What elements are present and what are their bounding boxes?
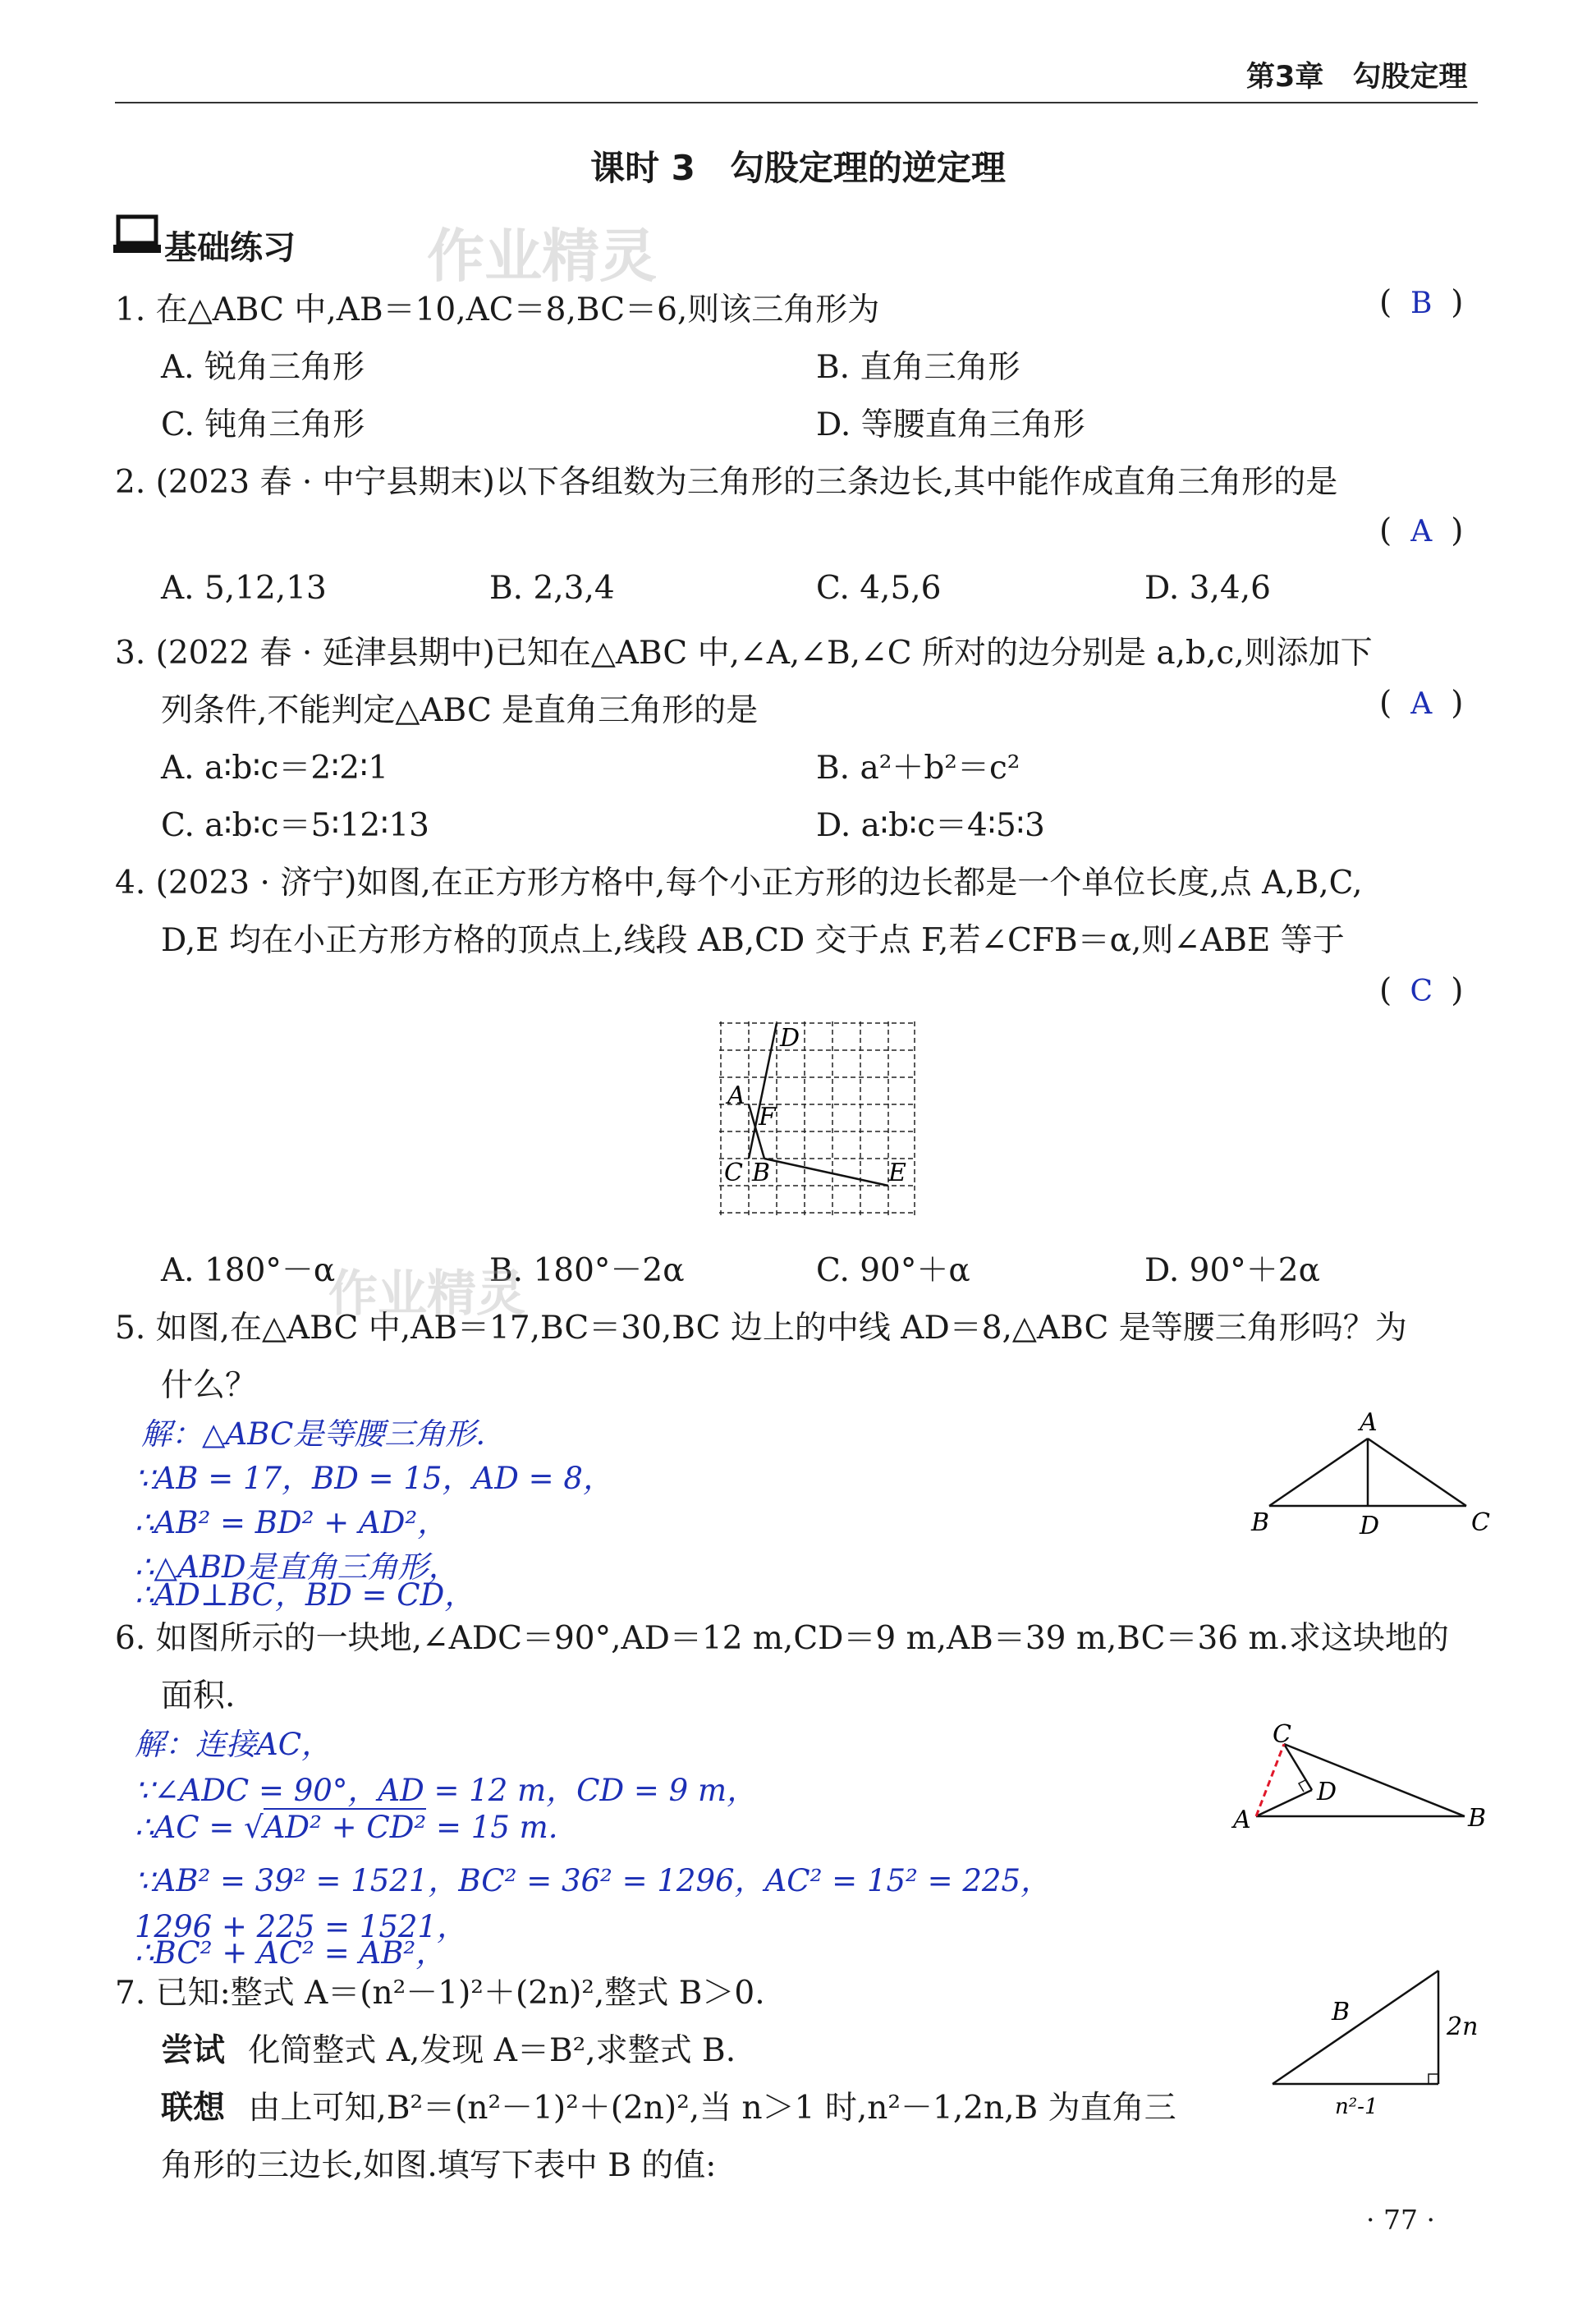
sqrt-icon: √ bbox=[244, 1810, 264, 1845]
q4-label-f: F bbox=[759, 1103, 776, 1131]
q6-sol3-radicand: AD² + CD² bbox=[263, 1810, 427, 1845]
q7-link-text-2: 角形的三边长,如图.填写下表中 B 的值: bbox=[161, 2147, 717, 2184]
q4-label-a: A bbox=[727, 1081, 745, 1110]
header-rule bbox=[115, 102, 1478, 103]
q6-solution-4: ∵AB² = 39² = 1521，BC² = 36² = 1296，AC² = 15² = 225， bbox=[135, 1863, 1051, 1898]
page-number: · 77 · bbox=[1366, 2204, 1435, 2236]
q7-label-leg: 2n bbox=[1447, 2013, 1479, 2041]
q5-solution-3: ∴AB² = BD² + AD²， bbox=[135, 1505, 448, 1540]
q5-triangle-figure bbox=[1248, 1408, 1494, 1545]
q7-link bbox=[161, 2082, 1176, 2128]
q7-label-base: n²-1 bbox=[1335, 2095, 1378, 2119]
q7-right-triangle-figure bbox=[1264, 1961, 1502, 2128]
q6-stem-2: 面积. bbox=[161, 1678, 236, 1714]
q4-option-c: C. 90°＋α bbox=[816, 1252, 970, 1289]
q6-stem-1: 6. 如图所示的一块地,∠ADC＝90°,AD＝12 m,CD＝9 m,AB＝39 m,BC＝36 m.求这块地的 bbox=[115, 1620, 1449, 1657]
q7-link-text: 由上可知,B²＝(n²－1)²＋(2n)²,当 n＞1 时,n²－1,2n,B 为直角三 bbox=[248, 2090, 1176, 2127]
q4-stem-1: 4. (2023 · 济宁)如图,在正方形方格中,每个小正方形的边长都是一个单位长度,点 A,B,C, bbox=[115, 865, 1363, 902]
q6-quadrilateral-figure bbox=[1227, 1716, 1497, 1843]
q3-option-d: D. a∶b∶c＝4∶5∶3 bbox=[816, 807, 1045, 844]
q7-label-hyp: B bbox=[1332, 1998, 1351, 2026]
q1-option-c: C. 钝角三角形 bbox=[161, 406, 365, 443]
q5-solution-cutoff bbox=[135, 1577, 627, 1613]
q1-stem: 1. 在△ABC 中,AB＝10,AC＝8,BC＝6,则该三角形为 bbox=[115, 291, 880, 328]
section-title: 基础练习 bbox=[164, 229, 296, 267]
q1-option-b: B. 直角三角形 bbox=[816, 349, 1020, 386]
q5-label-c: C bbox=[1471, 1508, 1490, 1537]
q2-option-d: D. 3,4,6 bbox=[1144, 570, 1271, 607]
q2-option-a: A. 5,12,13 bbox=[161, 570, 327, 607]
q6-solution-1: 解：连接AC， bbox=[135, 1727, 332, 1762]
q1-option-d: D. 等腰直角三角形 bbox=[816, 406, 1085, 443]
q4-label-d: D bbox=[780, 1024, 800, 1053]
q4-label-c: C bbox=[724, 1159, 743, 1187]
q4-stem-2: D,E 均在小正方形方格的顶点上,线段 AB,CD 交于点 F,若∠CFB＝α,则∠ABE 等于 bbox=[161, 922, 1345, 959]
q6-solution-2: ∵∠ADC = 90°，AD = 12 m，CD = 9 m， bbox=[135, 1773, 758, 1808]
q1-answer: B bbox=[1410, 287, 1433, 320]
q5-solution-5: ∴AD⊥BC，BD = CD， bbox=[135, 1577, 475, 1613]
q3-answer: A bbox=[1410, 687, 1433, 721]
q7-try bbox=[161, 2025, 736, 2071]
q2-answer: A bbox=[1410, 515, 1433, 548]
q5-solution-1: 解：△ABC是等腰三角形. bbox=[141, 1416, 486, 1452]
q4-option-d: D. 90°＋2α bbox=[1144, 1252, 1320, 1289]
q4-option-b: B. 180°－2α bbox=[489, 1252, 685, 1289]
q4-option-a: A. 180°－α bbox=[161, 1252, 336, 1289]
q5-label-d: D bbox=[1360, 1512, 1380, 1540]
q5-solution-2: ∵AB = 17，BD = 15，AD = 8， bbox=[135, 1461, 613, 1496]
q4-grid-figure bbox=[719, 1021, 916, 1219]
q6-solution-cutoff bbox=[135, 1935, 627, 1971]
q3-option-c: C. a∶b∶c＝5∶12∶13 bbox=[161, 807, 429, 844]
q2-stem: 2. (2023 春 · 中宁县期末)以下各组数为三角形的三条边长,其中能作成直角三角形的是 bbox=[115, 464, 1338, 501]
q6-label-a: A bbox=[1233, 1806, 1251, 1834]
q7-link-label: 联想 bbox=[161, 2090, 226, 2127]
q6-solution-5: 1296 + 225 = 1521， bbox=[135, 1909, 467, 1944]
section-icon bbox=[113, 215, 163, 259]
q6-solution-6: ∴BC² + AC² = AB²， bbox=[135, 1935, 447, 1971]
q2-option-c: C. 4,5,6 bbox=[816, 570, 942, 607]
q1-option-a: A. 锐角三角形 bbox=[161, 349, 365, 386]
q6-label-d: D bbox=[1317, 1778, 1337, 1806]
q4-answer-bracket: ( C ) bbox=[1379, 972, 1464, 1009]
q3-stem-2: 列条件,不能判定△ABC 是直角三角形的是 bbox=[161, 692, 759, 729]
q2-option-b: B. 2,3,4 bbox=[489, 570, 615, 607]
q5-stem-1: 5. 如图,在△ABC 中,AB＝17,BC＝30,BC 边上的中线 AD＝8,△ABC 是等腰三角形吗？为 bbox=[115, 1310, 1407, 1347]
q3-option-b: B. a²＋b²＝c² bbox=[816, 750, 1020, 787]
q4-label-b: B bbox=[752, 1159, 771, 1187]
q6-solution-3 bbox=[135, 1810, 557, 1845]
q1-answer-bracket: ( B ) bbox=[1379, 284, 1464, 321]
q7-try-text: 化简整式 A,发现 A＝B²,求整式 B. bbox=[248, 2032, 736, 2069]
q6-sol3-post: = 15 m. bbox=[426, 1810, 558, 1845]
q6-label-b: B bbox=[1468, 1804, 1487, 1833]
q7-stem: 7. 已知:整式 A＝(n²－1)²＋(2n)²,整式 B＞0. bbox=[115, 1975, 765, 2012]
q7-try-label: 尝试 bbox=[161, 2032, 226, 2069]
q4-answer: C bbox=[1410, 975, 1433, 1008]
computer-icon bbox=[113, 215, 163, 256]
q2-answer-bracket: ( A ) bbox=[1379, 512, 1464, 549]
watermark-2: 作业精灵 bbox=[328, 1265, 525, 1323]
q5-label-b: B bbox=[1251, 1508, 1270, 1537]
q5-solution-4: ∴△ABD是直角三角形， bbox=[135, 1549, 459, 1585]
chapter-header: 第3章 勾股定理 bbox=[1246, 61, 1468, 94]
q6-label-c: C bbox=[1273, 1720, 1291, 1749]
watermark: 作业精灵 bbox=[427, 223, 657, 290]
q4-label-e: E bbox=[888, 1159, 906, 1187]
lesson-title: 课时 3 勾股定理的逆定理 bbox=[590, 148, 1006, 188]
q3-stem-1: 3. (2022 春 · 延津县期中)已知在△ABC 中,∠A,∠B,∠C 所对的边分别是 a,b,c,则添加下 bbox=[115, 635, 1373, 672]
q5-label-a: A bbox=[1360, 1408, 1378, 1437]
q6-sol3-pre: ∴AC = bbox=[135, 1810, 245, 1845]
q3-answer-bracket: ( A ) bbox=[1379, 685, 1464, 722]
q3-option-a: A. a∶b∶c＝2∶2∶1 bbox=[161, 750, 389, 787]
q5-stem-2: 什么？ bbox=[161, 1367, 258, 1404]
